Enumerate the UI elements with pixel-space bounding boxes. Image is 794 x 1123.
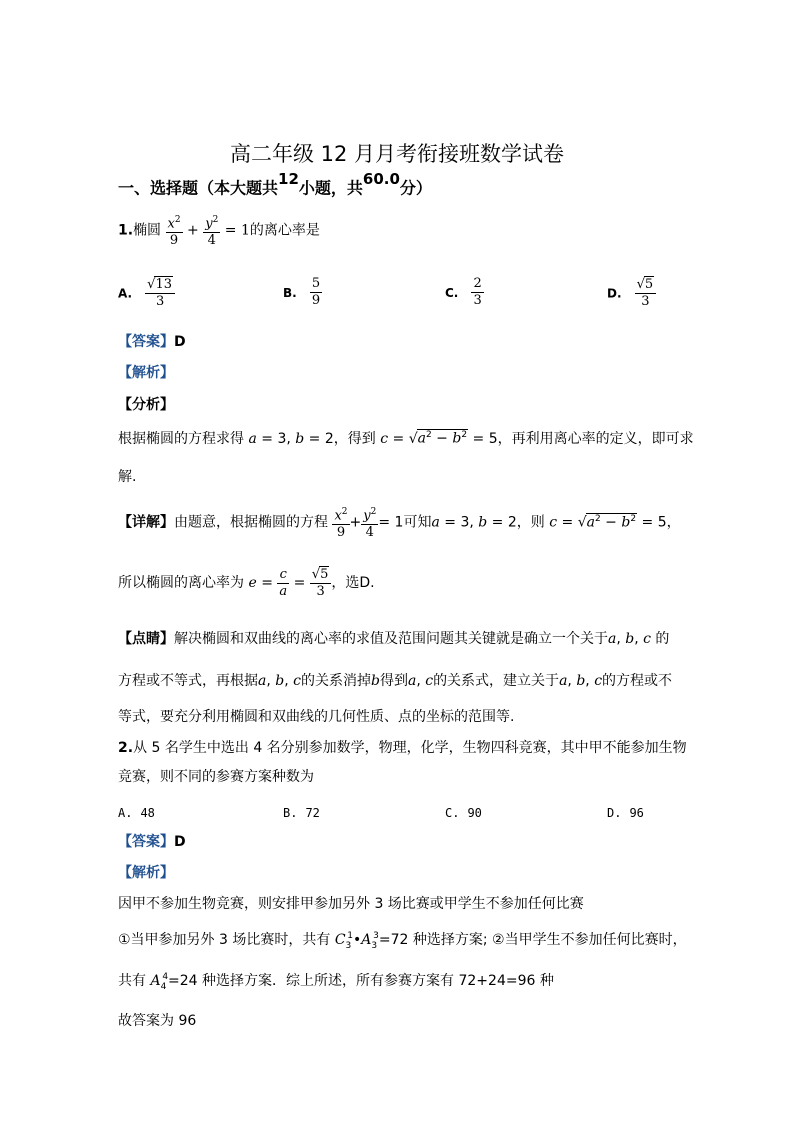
q1-option-a-value: $\frac{√13}{3}$: [145, 276, 175, 310]
q1-option-c-letter: C.: [445, 286, 459, 300]
q1-stem: 1.椭圆 $\frac{x^2}{9}$ + $\frac{y^2}{4}$ = 1的离心率是: [118, 212, 320, 249]
q2-answer-value: D: [174, 834, 186, 850]
q2-line3-text-b: =24 种选择方案．综上所述，所有参赛方案有 72+24=96 种: [168, 973, 554, 989]
q2-answer: [118, 831, 186, 851]
section-heading: [118, 170, 432, 198]
page-title: 高二年级 12 月月考衔接班数学试卷: [229, 142, 565, 166]
q1-frac-y: $\frac{y^2}{4}$: [203, 212, 220, 249]
q2-number: 2.: [118, 740, 134, 756]
q2-analysis-tag: 【解析】: [118, 865, 174, 881]
q1-option-a-letter: A.: [118, 286, 133, 301]
q1-frac-x: $\frac{x^2}{9}$: [166, 212, 183, 249]
q1-comment-text2e: 的方程或不: [602, 673, 673, 689]
q2-option-c-letter: C.: [445, 806, 460, 820]
q1-detail-frac-y: $\frac{y^2}{4}$: [361, 504, 378, 541]
q1-option-b[interactable]: [283, 276, 322, 309]
q1-fenxi-text-c: ，再利用离心率的定义，即可求: [497, 431, 694, 447]
section-suffix: 分）: [399, 178, 432, 198]
q2-option-b-letter: B.: [283, 806, 298, 820]
q1-comment-text1: 解决椭圆和双曲线的离心率的求值及范围问题其关键就是确立一个关于: [174, 631, 608, 647]
q1-ecc-value: $\frac{√5}{3}$: [310, 566, 332, 600]
q2-option-a-letter: A.: [118, 806, 133, 820]
q1-fenxi-line2: 解.: [118, 469, 137, 485]
q1-detail-line2: 所以椭圆的离心率为 e = $\frac{c}{a}$ = $\frac{√5}{3}$ ，选D.: [118, 566, 375, 599]
q1-number: 1.: [118, 222, 134, 239]
q1-option-c-value: $\frac{2}{3}$: [473, 276, 482, 308]
q1-detail-text-c: ，则: [516, 514, 545, 531]
q2-line2: ①当甲参加另外 3 场比赛时，共有 $C_3^1•A_3^3=72$ 种选择方案; ②当甲学生不参加任何比赛时，: [118, 931, 687, 951]
q1-option-d-value: $\frac{√5}{3}$: [635, 276, 657, 310]
q1-answer-value: D: [174, 334, 186, 350]
question-count: 12: [278, 170, 299, 188]
q1-answer: [118, 331, 186, 351]
q1-option-b-letter: B.: [283, 286, 297, 300]
q1-ecc-frac: $\frac{c}{a}$: [279, 566, 288, 599]
q1-fenxi-text-b: ，得到: [333, 431, 376, 447]
q2-line2-text-a: ①当甲参加另外 3 场比赛时，共有: [118, 932, 331, 948]
q2-option-a[interactable]: [118, 802, 155, 821]
section-middle: 小题，共: [298, 178, 363, 198]
q2-stem-line1: [118, 737, 687, 757]
q1-option-d-letter: D.: [607, 286, 622, 301]
q1-detail-text-d: ，: [666, 514, 681, 531]
q2-line3-text-a: 共有: [118, 973, 146, 989]
q1-option-d[interactable]: [607, 276, 656, 310]
q1-detail2-text-b: ，选D.: [331, 575, 375, 591]
q1-comment-line1: 【点睛】解决椭圆和双曲线的离心率的求值及范围问题其关键就是确立一个关于a, b, c 的: [118, 631, 670, 647]
q1-comment-text2d: 的关系式，建立关于: [433, 673, 560, 689]
q2-line3: 共有 $A_4^4=24$ 种选择方案．综上所述，所有参赛方案有 72+24=96 种: [118, 972, 554, 992]
q2-option-d[interactable]: [607, 802, 644, 821]
q1-option-b-value: $\frac{5}{9}$: [311, 276, 321, 308]
q1-comment-line3: 等式，要充分利用椭圆和双曲线的几何性质、点的坐标的范围等.: [118, 709, 515, 725]
q1-option-c[interactable]: [445, 276, 484, 309]
q2-option-d-value: 96: [629, 806, 644, 820]
q2-stem-line2: 竞赛，则不同的参赛方案种数为: [118, 769, 314, 785]
q1-stem-pre: 椭圆: [133, 222, 162, 239]
section-prefix: 一、选择题（本大题共: [118, 178, 279, 198]
q1-detail2-text-a: 所以椭圆的离心率为: [118, 575, 244, 591]
q1-comment-text2b: 的关系消掉: [300, 673, 371, 689]
q1-detail-text-a: 由题意，根据椭圆的方程: [174, 514, 328, 531]
q1-fenxi-text-a: 根据椭圆的方程求得: [118, 431, 244, 447]
q1-comment-text2a: 方程或不等式，再根据: [118, 673, 258, 689]
q1-detail-line1: 【详解】由题意，根据椭圆的方程 $\frac{x^2}{9}$ + $\frac{y^2}{4}$ = 1可知a = 3, b = 2，则 $c = √a^2 - b^2 = 5$，: [118, 504, 681, 541]
q2-line4: 故答案为 96: [118, 1013, 197, 1029]
q1-fenxi-line1: 根据椭圆的方程求得 a = 3, b = 2，得到 $c = √a^2 - b^2 = 5$，再利用离心率的定义，即可求: [118, 430, 694, 447]
q1-option-a[interactable]: [118, 276, 175, 310]
q2-stem-text1: 从 5 名学生中选出 4 名分别参加数学，物理，化学，生物四科竞赛，其中甲不能参加生物: [133, 740, 687, 756]
q1-analysis-tag: 【解析】: [118, 365, 174, 381]
total-score: 60.0: [362, 170, 400, 188]
q1-detail-text-b: 可知: [403, 514, 432, 531]
q1-comment-text2c: 得到: [379, 673, 408, 689]
q2-answer-tag: 【答案】: [118, 834, 174, 850]
q1-comment-tag: 【点睛】: [118, 631, 174, 647]
q2-option-c[interactable]: [445, 802, 482, 821]
q2-option-c-value: 90: [467, 806, 482, 820]
q1-detail-frac-x: $\frac{x^2}{9}$: [332, 504, 349, 541]
q2-line1: 因甲不参加生物竞赛，则安排甲参加另外 3 场比赛或甲学生不参加任何比赛: [118, 896, 584, 912]
q2-option-d-letter: D.: [607, 806, 622, 820]
q2-option-b-value: 72: [305, 806, 320, 820]
q2-option-b[interactable]: [283, 802, 320, 821]
q1-comment-line2: 方程或不等式，再根据a, b, c的关系消掉b得到a, c的关系式，建立关于a, b, c的方程或不: [118, 673, 673, 689]
q1-stem-post: 的离心率是: [249, 222, 320, 239]
q1-answer-tag: 【答案】: [118, 334, 174, 350]
q1-fenxi-tag: 【分析】: [118, 397, 174, 413]
q2-line2-text-b: =72 种选择方案; ②当甲学生不参加任何比赛时，: [378, 932, 687, 948]
q2-option-a-value: 48: [140, 806, 155, 820]
q1-detail-tag: 【详解】: [118, 514, 174, 531]
